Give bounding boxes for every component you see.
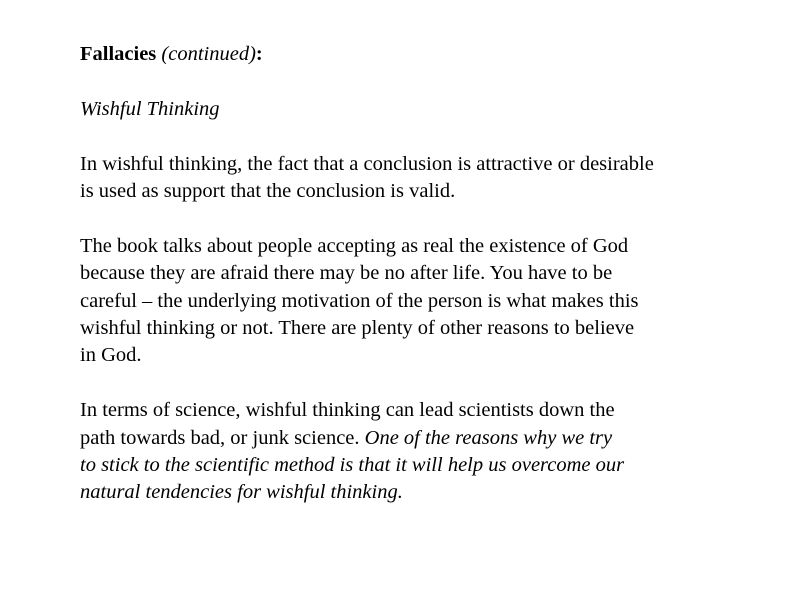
slide-subheading: Wishful Thinking [80,97,220,120]
science-paragraph [80,397,770,507]
spacer [80,205,770,232]
spacer [80,68,770,95]
definition-paragraph: In wishful thinking, the fact that a conclusion is attractive or desirable is used as support that the conclusion is valid. [80,152,654,202]
heading-italic-text: (continued) [161,43,256,65]
spacer [80,123,770,150]
heading-colon: : [255,43,263,65]
science-plain-text: In terms of science, wishful thinking can lead scientists down the path towards bad, or junk science. [80,399,615,449]
book-example-paragraph: The book talks about people accepting as real the existence of God because they are afraid there may be no after life. You have to be careful – the underlying motivation of the person is what makes this wishful thinking or not. There are plenty of other reasons to believe in God. [80,234,639,367]
spacer [80,370,770,397]
slide-heading [80,41,770,68]
slide-content [80,41,770,507]
science-italic-text: One of the reasons why we try to stick to the scientific method is that it will help us overcome our natural tendencies for wishful thinking. [80,426,625,504]
heading-bold-text: Fallacies [80,43,157,65]
